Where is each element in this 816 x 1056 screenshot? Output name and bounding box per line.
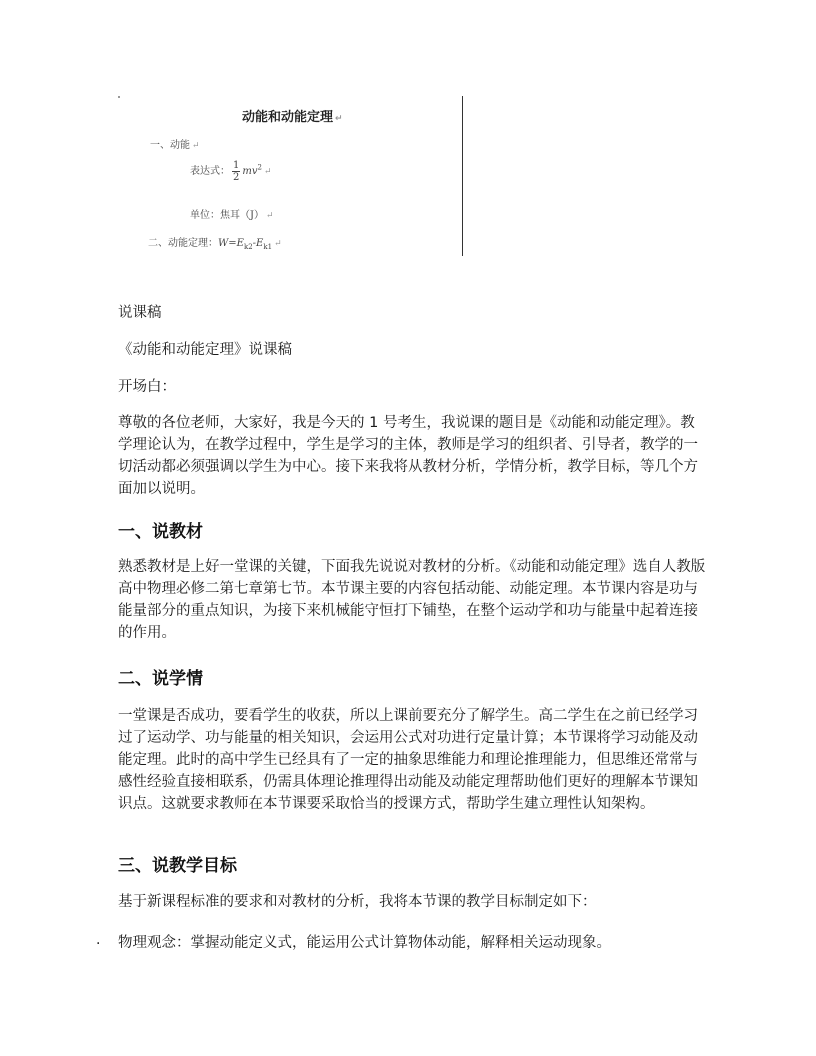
snippet-theorem-line [148, 234, 282, 251]
opening-label: 开场白： [118, 379, 176, 395]
section3-heading: 三、说教学目标 [118, 856, 237, 876]
snippet-item-kinetic-energy [150, 136, 200, 151]
fraction-numerator: 1 [233, 160, 240, 171]
section3-intro: 基于新课程标准的要求和对教材的分析，我将本节课的教学目标制定如下： [118, 894, 597, 910]
image-corner-mark [118, 96, 120, 98]
section1-heading: 一、说教材 [118, 522, 203, 542]
list-bullet: . [96, 932, 101, 948]
paragraph-mark-icon: ↵ [266, 211, 274, 221]
paragraph-mark-icon: ↵ [335, 114, 343, 124]
goal-item-1: 物理观念：掌握动能定义式，能运用公式计算物体动能，解释相关运动现象。 [118, 935, 611, 951]
unit-text: 单位：焦耳（J） [190, 210, 265, 221]
fraction [232, 160, 240, 183]
paragraph-mark-icon: ↵ [263, 167, 272, 177]
paragraph-mark-icon: ↵ [192, 141, 200, 151]
theorem-sub-k1: k1 [263, 243, 273, 251]
theorem-w: W=E [218, 238, 244, 249]
section1-paragraph: 熟悉教材是上好一堂课的关键，下面我先说说对教材的分析。《动能和动能定理》选自人教版高中物理必修二第七章第七节。本节课主要的内容包括动能、动能定理。本节课内容是功与能量部分的重点知识，为接下来机械能守恒打下铺垫，在整个运动学和功与能量中起着连接的作用。 [118, 559, 706, 641]
snippet-unit-line [190, 206, 274, 221]
theorem-label: 二、动能定理： [148, 238, 218, 249]
expression-variable: mv [242, 166, 258, 177]
snippet-title [242, 106, 343, 125]
paragraph-mark-icon: ↵ [274, 239, 282, 249]
section2-paragraph: 一堂课是否成功，要看学生的收获，所以上课前要充分了解学生。高二学生在之前已经学习过了运动学、功与能量的相关知识，会运用公式对功进行定量计算；本节课将学习动能及动能定理。此时的高中学生已经具有了一定的抽象思维能力和理论推理能力，但思维还常常与感性经验直接相联系，仍需具体理论推理得出动能及动能定理帮助他们更好的理解本节课知识点。这就要求教师在本节课要采取恰当的授课方式，帮助学生建立理性认知架构。 [118, 708, 698, 812]
image-border-line [462, 96, 463, 256]
section2-heading: 二、说学情 [118, 669, 203, 689]
theorem-sub-k2: k2 [243, 243, 253, 251]
expression-exponent: 2 [257, 163, 262, 172]
expression-label: 表达式： [190, 166, 230, 177]
doc-label: 说课稿 [118, 305, 162, 321]
theorem-minus-e: -E [252, 238, 264, 249]
snippet-title-text: 动能和动能定理 [242, 110, 334, 125]
doc-subtitle: 《动能和动能定理》说课稿 [118, 342, 292, 358]
snippet-expression-line [190, 160, 272, 183]
opening-paragraph: 尊敬的各位老师，大家好，我是今天的 1 号考生，我说课的题目是《动能和动能定理》。教学理论认为，在教学过程中，学生是学习的主体，教师是学习的组织者、引导者，教学的一切活动都必须强调以学生为中心。接下来我将从教材分析，学情分析，教学目标，等几个方面加以说明。 [118, 415, 698, 497]
snippet-item1-text: 一、动能 [150, 140, 190, 151]
fraction-denominator: 2 [233, 172, 240, 183]
embedded-formula-image [118, 96, 468, 262]
